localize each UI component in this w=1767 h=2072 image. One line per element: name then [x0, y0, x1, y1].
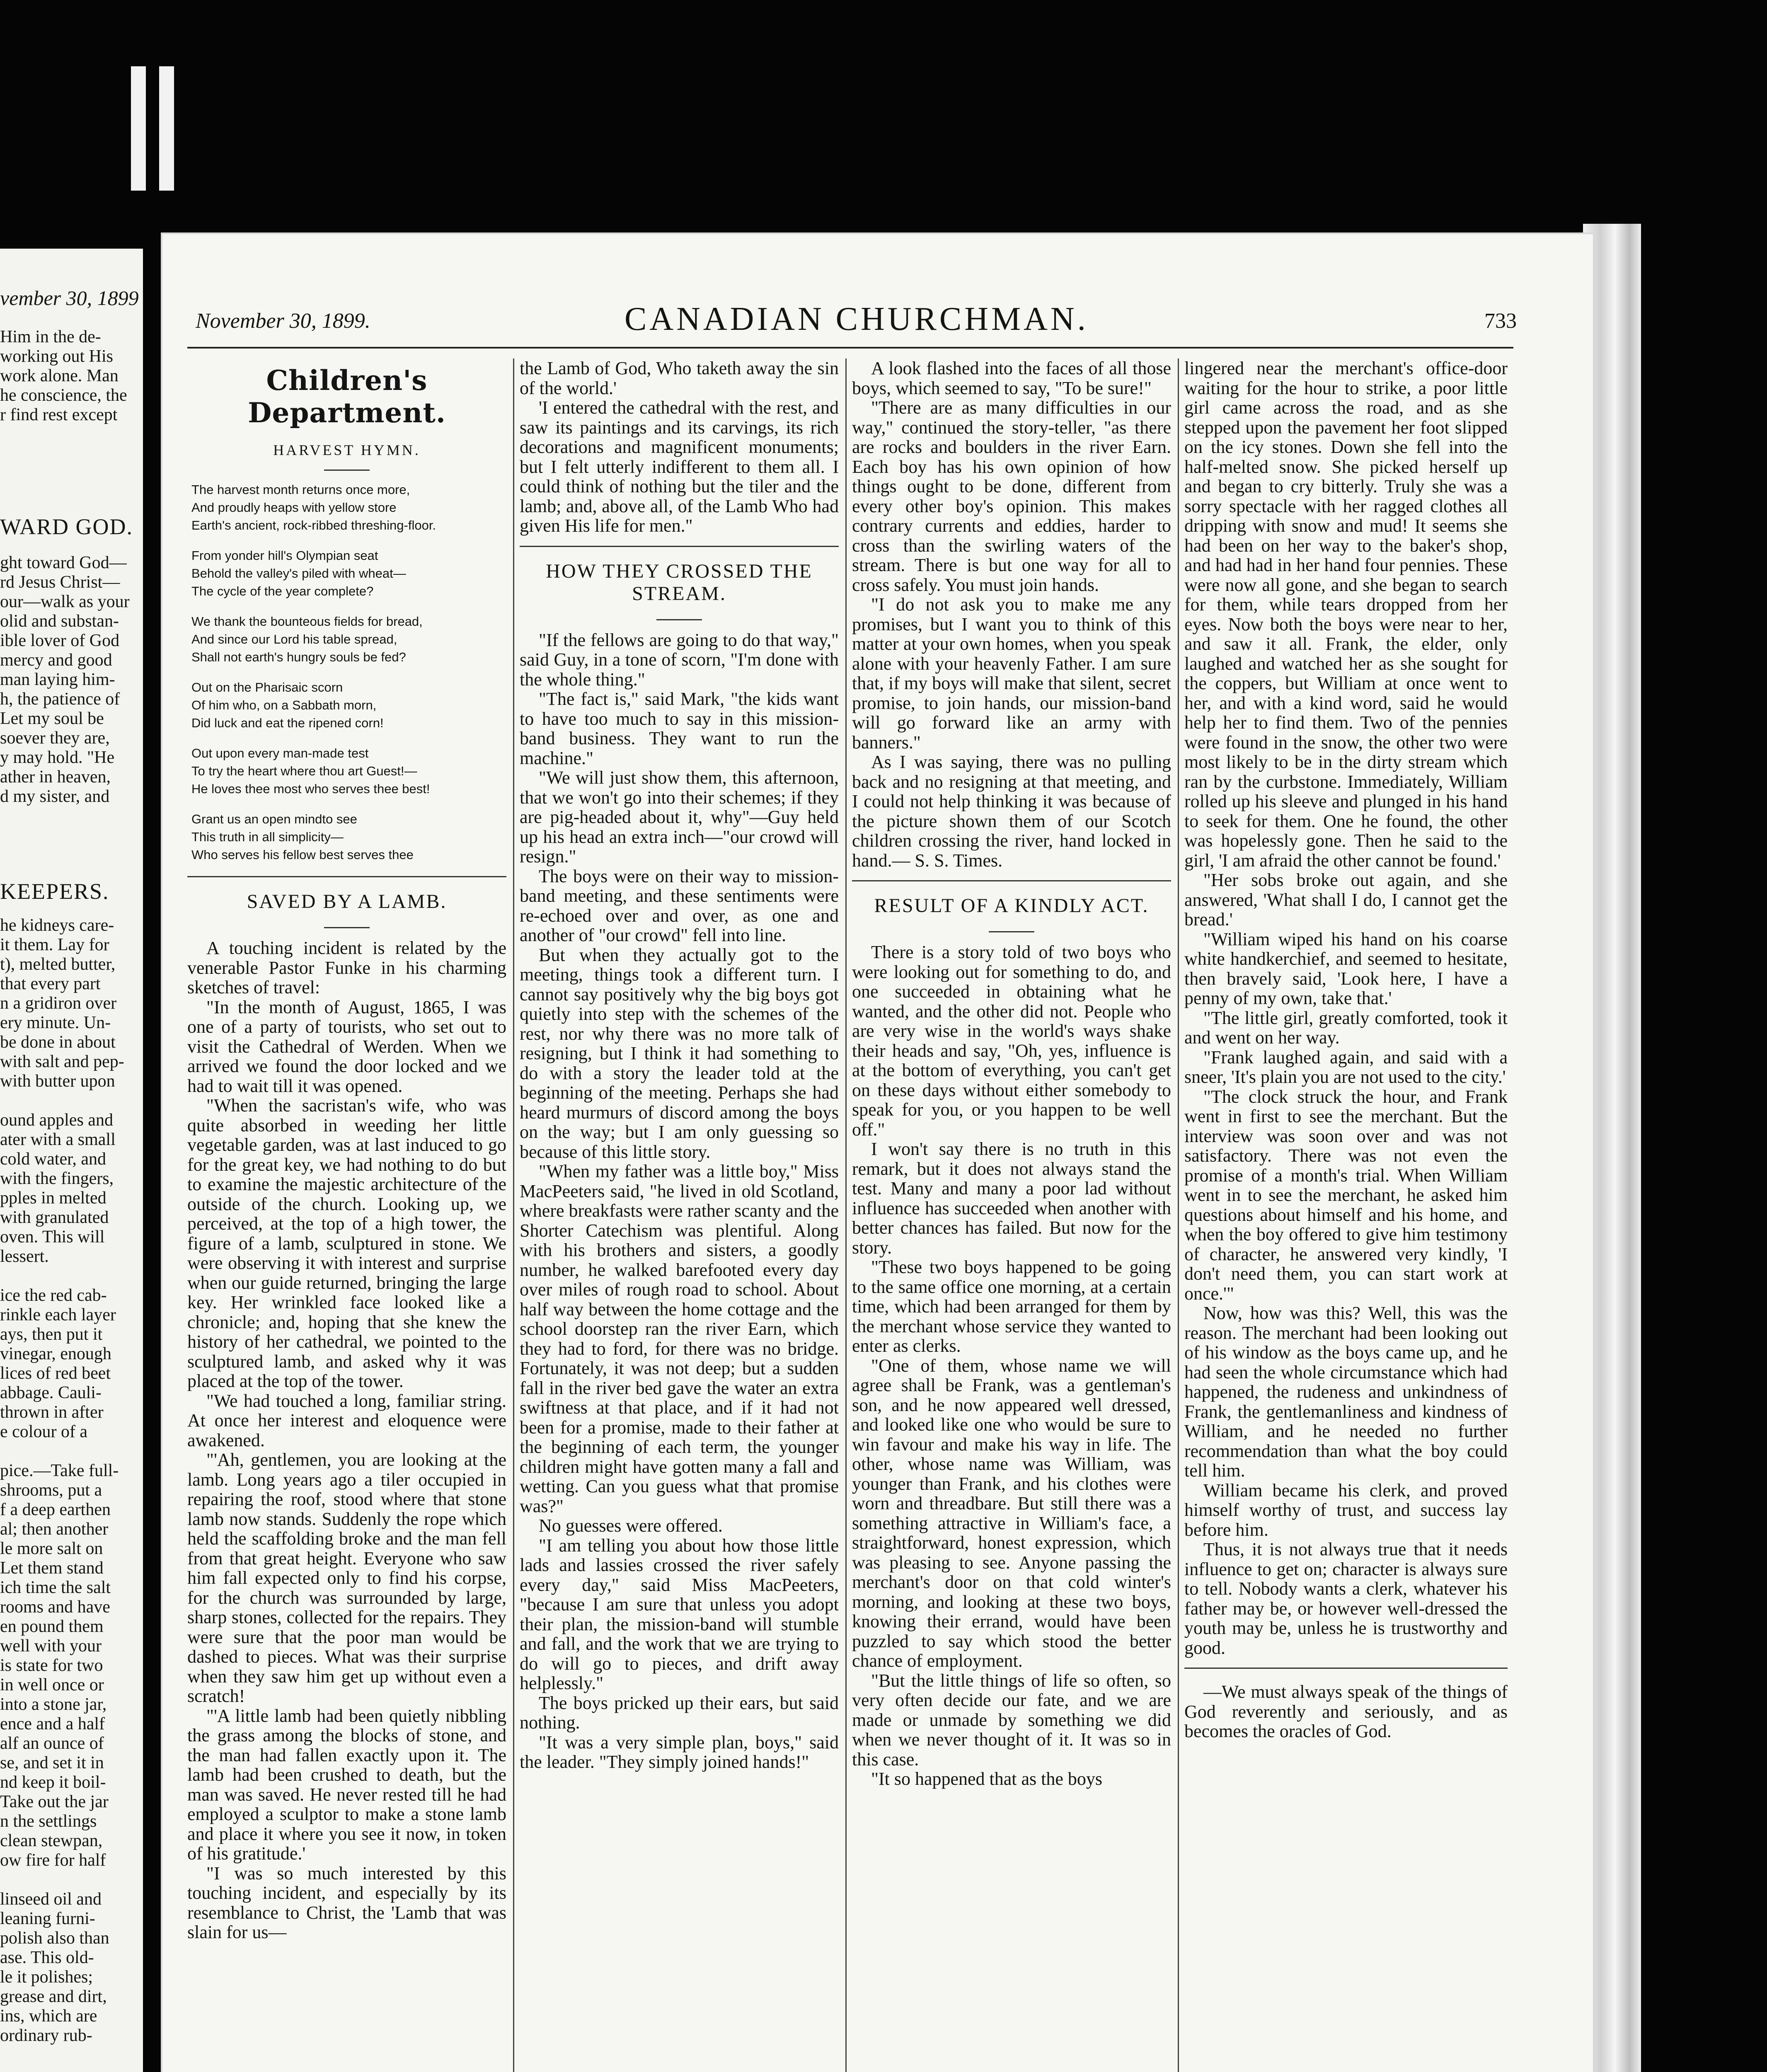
poem-line: Earth's ancient, rock-ribbed threshing-floor. [191, 518, 436, 533]
paragraph: "I was so much interested by this touching incident, and especially by its resemblance to Christ, the 'Lamb that was slain for us— [187, 1863, 506, 1942]
poem-line: He loves thee most who serves thee best! [191, 782, 430, 796]
text-line: is state for two [0, 1656, 103, 1675]
paragraph: "It so happened that as the boys [871, 1769, 1103, 1789]
article-body-kindly-act [852, 942, 1171, 1789]
header-date: November 30, 1899. [196, 309, 370, 333]
text-line: leaning furni- [0, 1909, 95, 1928]
text-line: it them. Lay for [0, 935, 109, 954]
text-line: ins, which are [0, 2007, 97, 2026]
paragraph: "William wiped his hand on his coarse white handkerchief, and seemed to hesitate, then bravely said, 'Look here, I have a penny of my own, take that.' [1184, 929, 1508, 1008]
text-line: ery minute. Un- [0, 1013, 111, 1032]
article-continuation [852, 358, 1171, 870]
paragraph: The boys pricked up their ears, but said nothing. [520, 1692, 839, 1733]
article-title-crossed-the-stream: HOW THEY CROSSED THE STREAM. [546, 560, 813, 605]
poem-line: From yonder hill's Olympian seat [191, 548, 378, 563]
text-line: with granulated [0, 1208, 109, 1227]
text-line: cold water, and [0, 1150, 107, 1169]
poem-line: Grant us an open mindto see [191, 812, 357, 826]
column-2 [520, 358, 839, 1772]
text-line: Let my soul be [0, 709, 104, 728]
text-line: r find rest except [0, 405, 118, 424]
paragraph: But when they actually got to the meeting, things took a different turn. I cannot say positively why the big boys got quietly into step with the schemes of the rest, nor why there was no more talk of resigning, but I think it had something to do with a story the leader told at the beginning of the meeting. Perhaps she had heard murmurs of discord among the boys on the way; but I am only guessing so because of this little story. [520, 944, 839, 1162]
text-line: ordinary rub- [0, 2026, 92, 2045]
text-line: vinegar, enough [0, 1344, 111, 1363]
paragraph: lingered near the merchant's office-door waiting for the hour to strike, a poor little girl came across the road, and as she stepped upon the pavement her foot slipped on the icy stones. Down she fell into the half-melted snow. She picked herself up and began to cry bitterly. Truly she was a sorry spectacle with her ragged clothes all dripping with snow and mud! It seems she had been on her way to the baker's shop, and had had in her hand four pennies. These were now all gone, and she began to search for them, while tears dropped from her eyes. Now both the boys were near to her, and saw it all. Frank, the elder, only laughed and watched her as she sought for the coppers, but William at once went to her, and with a kind word, said he would help her to find them. Two of the pennies were found in the snow, the other two were most likely to be in the dirty stream which ran by the curbstone. Immediately, William rolled up his sleeve and plunged in his hand to seek for them. One he found, the other was hopelessly gone. Then he said to the girl, 'I am afraid the other cannot be found.' [1184, 358, 1508, 871]
text-line: with salt and pep- [0, 1052, 124, 1071]
text-line: Take out the jar [0, 1792, 109, 1811]
paragraph: "When the sacristan's wife, who was quite absorbed in weeding her little vegetable garden, was at last induced to go for the great key, we had nothing to do but to examine the majestic architecture of the outside of the church. Looking up, we perceived, at the top of a high tower, the figure of a lamb, sculptured in stone. We were observing it with interest and surprise when our guide returned, bringing the large key. Her wrinkled face looked like a chronicle; and, hoping that she knew the history of her cathedral, we pointed to the sculptured lamb, and asked why it was placed at the top of the tower. [187, 1095, 506, 1391]
column-3 [852, 358, 1171, 1789]
text-line: pice.—Take full- [0, 1461, 119, 1480]
poem-line: We thank the bounteous fields for bread, [191, 614, 423, 629]
text-line: rd Jesus Christ— [0, 573, 120, 592]
text-line: he kidneys care- [0, 916, 114, 935]
paragraph: "When my father was a little boy," Miss MacPeeters said, "he lived in old Scotland, where breakfasts were rather scanty and the Shorter Catechism was plentiful. Along with his brothers and sisters, a goodly number, he walked barefooted every day over miles of rough road to school. About half way between the home cottage and the school doorstep ran the river Earn, which they had to ford, for there was no bridge. Fortunately, it was not deep; but a sudden fall in the river bed gave the water an extra swiftness at that place, and if it had not been for a promise, made to their father at the beginning of each term, the younger children might have gotten many a fall and wetting. Can you guess what that promise was?" [520, 1161, 839, 1516]
paragraph: As I was saying, there was no pulling back and no resigning at that meeting, and I could not help thinking it was because of the picture shown them of our Scotch children crossing the river, hand locked in hand.— S. S. Times. [852, 752, 1171, 871]
text-line: ays, then put it [0, 1325, 103, 1344]
binding-bar [159, 66, 174, 191]
header-rule [187, 347, 1513, 349]
text-line: clean stewpan, [0, 1831, 103, 1850]
text-line: al; then another [0, 1520, 109, 1539]
poem-line: Behold the valley's piled with wheat— [191, 566, 406, 581]
text-line: ase. This old- [0, 1948, 94, 1967]
text-line: working out His [0, 347, 113, 366]
divider [656, 619, 702, 620]
paragraph: "It was a very simple plan, boys," said the leader. "They simply joined hands!" [520, 1732, 839, 1772]
text-line: ich time the salt [0, 1578, 111, 1597]
text-line: pples in melted [0, 1188, 107, 1208]
paragraph: the Lamb of God, Who taketh away the sin of the world.' [520, 358, 839, 398]
text-line: man laying him- [0, 670, 115, 689]
text-line: y may hold. "He [0, 748, 115, 767]
text-line: t), melted butter, [0, 955, 116, 974]
paragraph: "These two boys happened to be going to the same office one morning, at a certain time, which had been arranged for them by the merchant whose service they wanted to enter as clerks. [852, 1257, 1171, 1356]
article-body-crossed-the-stream [520, 630, 839, 1772]
text-line: olid and substan- [0, 612, 119, 631]
column-rule [513, 358, 514, 2072]
poem-title: HARVEST HYMN. [273, 442, 421, 458]
paragraph: William became his clerk, and proved himself worthy of trust, and success lay before him. [1184, 1480, 1508, 1540]
column-rule [845, 358, 847, 2072]
article-continuation [520, 358, 839, 536]
page-header [196, 300, 1522, 338]
column-1 [187, 358, 506, 1942]
divider [852, 880, 1171, 881]
text-line: nd keep it boil- [0, 1773, 106, 1792]
text-line: n a gridiron over [0, 994, 117, 1013]
paragraph: "If the fellows are going to do that way," said Guy, in a tone of scorn, "I'm done with the whole thing." [520, 629, 839, 690]
divider [520, 546, 839, 547]
poem-line: To try the heart where thou art Guest!— [191, 764, 417, 778]
text-line: ible lover of God [0, 631, 120, 650]
poem-stanza [191, 810, 506, 864]
poem-stanza [191, 678, 506, 732]
paragraph: "In the month of August, 1865, I was one of a party of tourists, who set out to visit the Cathedral of Werden. When we arrived we found the door locked and we had to wait till it was opened. [187, 997, 506, 1096]
paragraph: "One of them, whose name we will agree shall be Frank, was a gentleman's son, and he now appeared well dressed, and looked like one who would be sure to win favour and make his way in life. The other, whose name was William, was younger than Frank, and his clothes were worn and threadbare. But still there was a something attractive in William's face, a straightforward, honest expression, which was pleasing to see. Anyone passing the merchant's door on that cold winter's morning, and looking at these two boys, knowing their errand, would have been puzzled to say which stood the better chance of employment. [852, 1355, 1171, 1671]
poem-stanza [191, 612, 506, 666]
poem-line: And since our Lord his table spread, [191, 632, 397, 646]
text-line: linseed oil and [0, 1890, 102, 1909]
text-line: with butter upon [0, 1072, 115, 1091]
text-line: soever they are, [0, 729, 110, 748]
column-4 [1184, 358, 1508, 1741]
masthead-title: CANADIAN CHURCHMAN. [625, 301, 1089, 337]
poem-line: Out upon every man-made test [191, 746, 369, 760]
text-line: into a stone jar, [0, 1695, 107, 1714]
text-line: n the settlings [0, 1812, 97, 1831]
text-line: Him in the de- [0, 327, 101, 346]
divider [989, 931, 1034, 932]
poem-line: And proudly heaps with yellow store [191, 500, 397, 515]
text-line: abbage. Cauli- [0, 1383, 102, 1402]
text-line: e colour of a [0, 1422, 88, 1441]
text-line: ow fire for half [0, 1851, 106, 1870]
poem-stanza [191, 481, 506, 534]
text-line: ater with a small [0, 1130, 116, 1149]
text-line: ght toward God— [0, 553, 127, 572]
previous-page-heading: KEEPERS. [0, 879, 109, 904]
poem-line: The cycle of the year complete? [191, 584, 374, 598]
divider [187, 876, 506, 877]
text-line: well with your [0, 1636, 102, 1656]
poem-line: The harvest month returns once more, [191, 482, 410, 497]
poem-line: This truth in all simplicity— [191, 830, 344, 844]
paragraph: "We will just show them, this afternoon, that we won't go into their schemes; if they are pig-headed about it, why"—Guy held up his head an extra inch—"our crowd will resign." [520, 767, 839, 867]
paragraph: "There are as many difficulties in our way," continued the story-teller, "as there are rocks and boulders in the river Earn. Each boy has his own opinion of how things ought to be done, different from every other boy's opinion. This makes contrary currents and eddies, harder to cross than the swirling waters of the stream. There is but one way for all to cross safely. You must join hands. [852, 397, 1171, 595]
paragraph: "We had touched a long, familiar string. At once her interest and eloquence were awakened. [187, 1390, 506, 1450]
poem-body [187, 481, 506, 864]
previous-page-heading: WARD GOD. [0, 514, 133, 539]
text-line: d my sister, and [0, 787, 110, 806]
poem-line: Who serves his fellow best serves thee [191, 847, 414, 862]
text-line: Let them stand [0, 1559, 104, 1578]
text-line: he conscience, the [0, 386, 127, 405]
paragraph: Thus, it is not always true that it needs influence to get on; character is always sure to tell. Nobody wants a clerk, whatever his father may be, or however well-dressed the youth may be, unless he is trustworthy and good. [1184, 1539, 1508, 1658]
paragraph: "But the little things of life so often, so very often decide our fate, and we are made or unmade by something we did when we never thought of it. It was so in this case. [852, 1670, 1171, 1769]
text-line: rooms and have [0, 1598, 110, 1617]
paragraph: No guesses were offered. [539, 1515, 723, 1536]
text-line: be done in about [0, 1033, 116, 1052]
text-line: rinkle each layer [0, 1305, 116, 1324]
text-line: lices of red beet [0, 1364, 111, 1383]
text-line: le more salt on [0, 1539, 103, 1558]
binding-bar [131, 66, 146, 191]
article-continuation [1184, 358, 1508, 1658]
poem-line: Shall not earth's hungry souls be fed? [191, 650, 406, 664]
article-title-saved-by-a-lamb: SAVED BY A LAMB. [247, 891, 447, 913]
paragraph: "The little girl, greatly comforted, took it and went on her way. [1184, 1007, 1508, 1048]
previous-page-fragment [0, 249, 143, 2072]
poem-line: Of him who, on a Sabbath morn, [191, 698, 377, 712]
poem-stanza [191, 547, 506, 600]
paragraph: Now, how was this? Well, this was the reason. The merchant had been looking out of his window as the boys came up, and he had seen the whole circumstance which had happened, the rudeness and unkindness of Frank, the gentlemanliness and kindness of William, and he needed no further recommendation than what the boy could tell him. [1184, 1303, 1508, 1481]
paragraph: "I do not ask you to make me any promises, but I want you to think of this matter at your own homes, when you speak alone with your heavenly Father. I am sure that, if my boys will make that silent, secret promise, to join hands, our mission-band will go forward like an army with banners." [852, 594, 1171, 753]
text-line: work alone. Man [0, 366, 119, 385]
page-number: 733 [1484, 309, 1517, 333]
text-line: ound apples and [0, 1111, 113, 1130]
text-line: se, and set it in [0, 1753, 104, 1772]
paragraph: "Frank laughed again, and said with a sneer, 'It's plain you are not used to the city.' [1184, 1047, 1508, 1087]
text-line: alf an ounce of [0, 1734, 104, 1753]
paragraph: There is a story told of two boys who were looking out for something to do, and one succeeded in obtaining what he wanted, and the other did not. People who are very wise in the world's ways shake their heads and say, "Oh, yes, influence is at the bottom of everything, you can't get on these days without either somebody to speak for you, or you happen to be well off." [852, 942, 1171, 1140]
previous-page-date: vember 30, 1899 [0, 286, 139, 310]
text-line: en pound them [0, 1617, 104, 1636]
text-line: h, the patience of [0, 690, 120, 709]
paragraph: "Her sobs broke out again, and she answered, 'What shall I do, I cannot get the bread.' [1184, 870, 1508, 929]
paragraph: The boys were on their way to mission-band meeting, and these sentiments were re-echoed over and over, as one and another of "our crowd" fell into line. [520, 866, 839, 945]
text-line: ather in heaven, [0, 767, 111, 787]
paragraph: "The clock struck the hour, and Frank went in first to see the merchant. But the interview was soon over and was not satisfactory. There was not even the promise of a month's trial. When William went in to see the merchant, he asked him questions about himself and his home, and when the boy offered to give him testimony of character, he answered very kindly, 'I don't need them, you can start work at once.'" [1184, 1086, 1508, 1304]
text-line: polish also than [0, 1929, 109, 1948]
paragraph: I won't say there is no truth in this remark, but it does not always stand the test. Many and many a poor lad without influence has succeeded when another with better chances has failed. But now for the story. [852, 1139, 1171, 1258]
paragraph: "'Ah, gentlemen, you are looking at the lamb. Long years ago a tiler occupied in repairing the roof, stood where that stone lamb now stands. Suddenly the rope which held the scaffolding broke and the man fell from that great height. Everyone who saw him fall expected only to find his corpse, for the church was surrounded by large, sharp stones, collected for the repairs. They were sure that the poor man would be dashed to pieces. What was their surprise when they saw him get up without even a scratch! [187, 1450, 506, 1706]
text-line: oven. This will [0, 1227, 105, 1247]
article-body-saved-by-a-lamb [187, 938, 506, 1942]
poem-stanza [191, 744, 506, 798]
text-line: ence and a half [0, 1714, 105, 1733]
paragraph: "The fact is," said Mark, "the kids want to have too much to say in this mission-band business. They want to run the machine." [520, 689, 839, 768]
text-line: that every part [0, 974, 101, 993]
text-line: mercy and good [0, 651, 112, 670]
text-line: lessert. [0, 1247, 49, 1266]
paragraph: "'A little lamb had been quietly nibbling the grass among the blocks of stone, and the man had fallen exactly upon it. The lamb had been crushed to death, but the man was saved. He never rested till he had employed a sculptor to make a stone lamb and place it where you see it now, in token of his gratitude.' [187, 1705, 506, 1864]
text-line: shrooms, put a [0, 1481, 102, 1500]
newspaper-page [162, 234, 1593, 2072]
poem-line: Out on the Pharisaic scorn [191, 680, 343, 695]
text-line: with the fingers, [0, 1169, 114, 1188]
text-line: le it polishes; [0, 1968, 93, 1987]
divider [324, 927, 370, 928]
text-line: in well once or [0, 1675, 104, 1694]
poem-line: Did luck and eat the ripened corn! [191, 716, 384, 730]
article-title-kindly-act: RESULT OF A KINDLY ACT. [874, 895, 1149, 917]
paragraph: A look flashed into the faces of all those boys, which seemed to say, "To be sure!" [852, 358, 1171, 398]
paragraph: 'I entered the cathedral with the rest, and saw its paintings and its carvings, its rich decorations and magnificent monuments; but I felt utterly indifferent to them all. I could think of nothing but the tiler and the lamb; and, above all, of the Lamb Who had given His life for men." [520, 397, 839, 536]
paragraph: "I am telling you about how those little lads and lassies crossed the river safely every day," said Miss MacPeeters, "because I am sure that unless you adopt their plan, the mission-band will stumble and fall, and the work that we are trying to do will go to pieces, and drift away helplessly." [520, 1535, 839, 1693]
divider [324, 470, 370, 471]
text-line: grease and dirt, [0, 1987, 107, 2006]
department-title: Children's Department. [248, 364, 446, 429]
paragraph: A touching incident is related by the venerable Pastor Funke in his charming sketches of travel: [187, 938, 506, 997]
column-rule [1178, 358, 1179, 2072]
text-line: f a deep earthen [0, 1500, 111, 1519]
text-line: ice the red cab- [0, 1286, 107, 1305]
text-line: thrown in after [0, 1403, 104, 1422]
divider [1184, 1668, 1508, 1669]
closing-note: —We must always speak of the things of God reverently and seriously, and as becomes the oracles of God. [1184, 1682, 1508, 1741]
text-line: our—walk as your [0, 592, 130, 611]
